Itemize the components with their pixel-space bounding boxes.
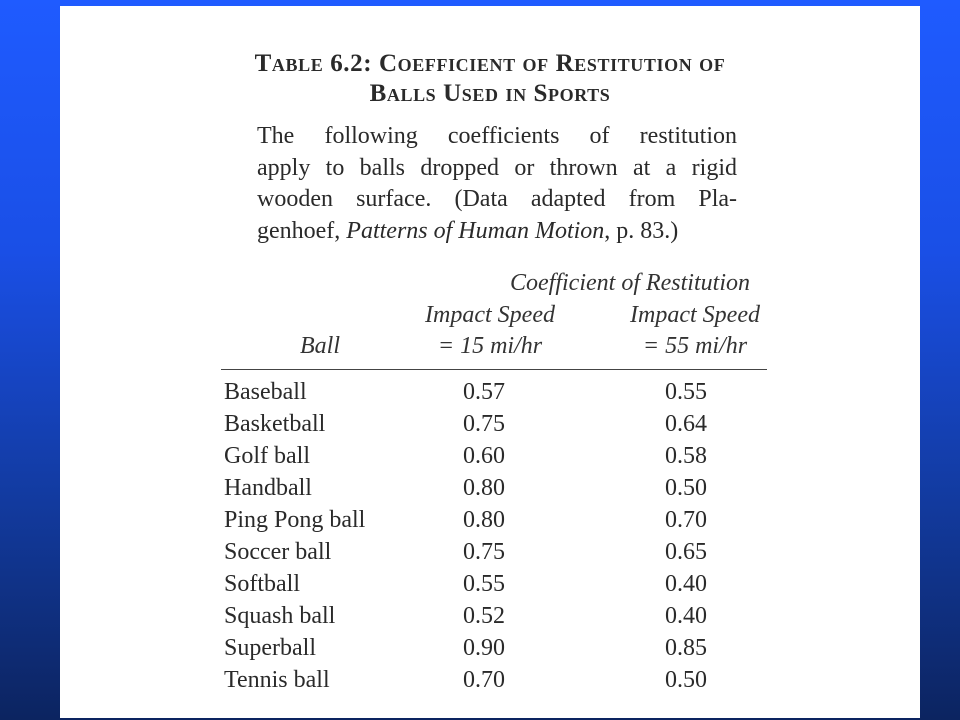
table-row [60,633,920,665]
ball-name: Softball [224,571,300,597]
coefficient-55: 0.55 [665,379,707,405]
table-row [60,377,920,409]
table-row [60,473,920,505]
coefficient-55: 0.50 [665,667,707,693]
column-header-15-line-1: Impact Speed [425,302,555,328]
description-text: genhoef, [257,217,347,244]
ball-name: Baseball [224,379,307,405]
table-body [60,377,920,697]
coefficient-15: 0.55 [463,571,505,597]
coefficient-15: 0.60 [463,443,505,469]
description-line: wooden surface. (Data adapted from Pla- [257,186,737,212]
ball-name: Tennis ball [224,667,330,693]
table-row [60,665,920,697]
ball-name: Superball [224,635,316,661]
coefficient-15: 0.70 [463,667,505,693]
coefficient-15: 0.90 [463,635,505,661]
table-row [60,569,920,601]
coefficient-55: 0.40 [665,603,707,629]
ball-name: Ping Pong ball [224,507,366,533]
column-header-55-line-2: = 55 mi/hr [642,333,748,359]
table-row [60,537,920,569]
table-title-line-2: Balls Used in Sports [369,80,611,107]
column-header-55-line-1: Impact Speed [630,302,760,328]
description-citation-title: Patterns of Human Motion [346,217,605,244]
ball-name: Golf ball [224,443,310,469]
coefficient-15: 0.75 [463,539,505,565]
coefficient-55: 0.40 [665,571,707,597]
column-header-ball: Ball [300,333,340,359]
table-row [60,505,920,537]
ball-name: Basketball [224,411,326,437]
coefficient-55: 0.58 [665,443,707,469]
table-title-line-1: Table 6.2: Coefficient of Restitution of [254,50,726,77]
ball-name: Soccer ball [224,539,332,565]
coefficient-55: 0.65 [665,539,707,565]
coefficient-15: 0.80 [463,475,505,501]
coefficient-15: 0.52 [463,603,505,629]
description-line [257,216,737,248]
header-divider [221,369,767,370]
coefficient-15: 0.57 [463,379,505,405]
table-row [60,441,920,473]
coefficient-15: 0.80 [463,507,505,533]
table-page [60,6,920,718]
coefficient-55: 0.70 [665,507,707,533]
description-line: apply to balls dropped or thrown at a rigid [257,154,737,181]
description-line: The following coefficients of restitution [257,123,737,149]
coefficient-55: 0.64 [665,411,707,437]
coefficient-55: 0.50 [665,475,707,501]
table-row [60,409,920,441]
coefficient-15: 0.75 [463,411,505,437]
table-description [257,121,737,247]
description-text: , p. 83.) [604,217,679,244]
coefficient-55: 0.85 [665,635,707,661]
ball-name: Handball [224,475,312,501]
ball-name: Squash ball [224,603,336,629]
column-header-15-line-2: = 15 mi/hr [437,333,543,359]
table-row [60,601,920,633]
column-group-header: Coefficient of Restitution [510,270,750,296]
